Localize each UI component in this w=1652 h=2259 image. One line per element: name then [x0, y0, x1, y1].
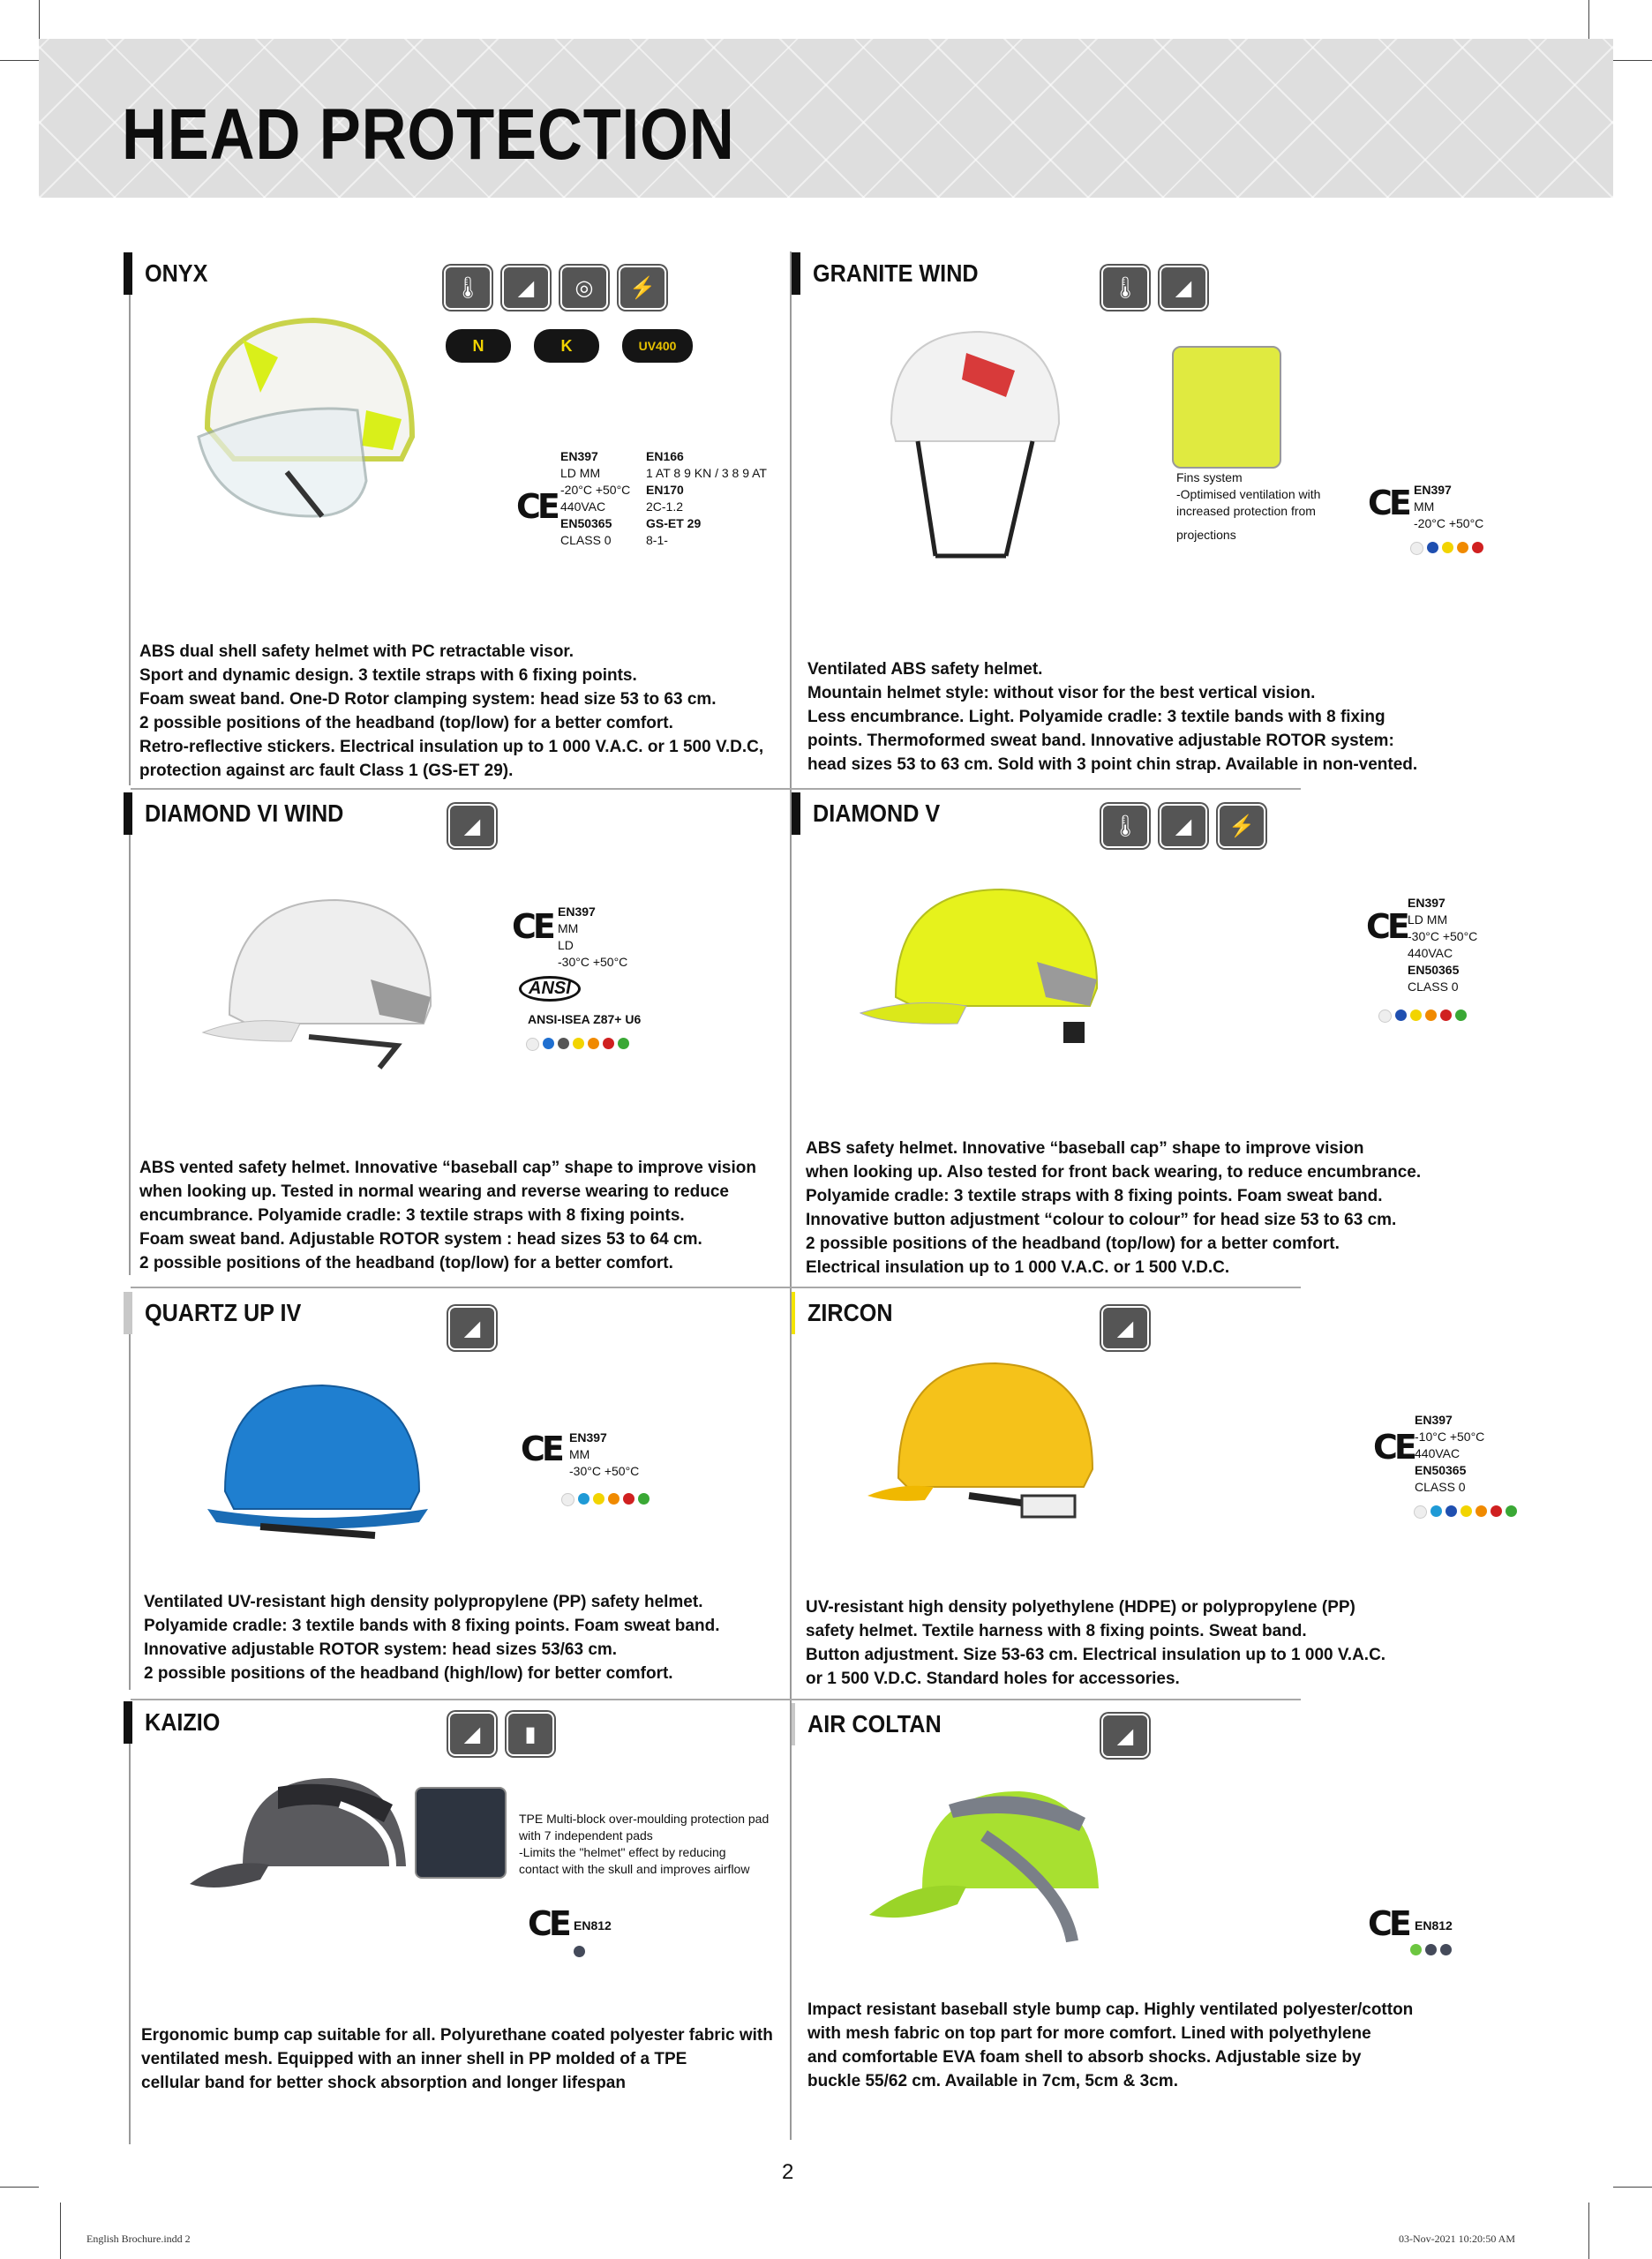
- crop-mark: [1613, 60, 1652, 61]
- color-swatch: [623, 1493, 635, 1505]
- row-divider: [131, 1699, 1301, 1700]
- cell-border: [129, 816, 131, 1275]
- diamond-vi-description: ABS vented safety helmet. Innovative “baseball cap” shape to improve vision when looking up. Tested in normal wearing and reverse wearing to reduce encumbrance. Polyamide cradle: 3 textile straps with 8 fixing points. Foam sweat band. Adjustable ROTOR system : head sizes 53 to 64 cm. 2 possible positions of the headband (top/low) for a better comfort.: [139, 1159, 756, 1272]
- onyx-standards-col1: EN397 LD MM -20°C +50°C 440VAC EN50365 CLASS 0: [560, 449, 631, 547]
- target-icon: ◎: [562, 267, 606, 308]
- product-name: ZIRCON: [807, 1299, 893, 1326]
- ce-mark: CE: [1368, 484, 1408, 522]
- product-title-granite-wind: [792, 252, 996, 295]
- impact-icon: ◢: [450, 1714, 494, 1754]
- color-swatch: [543, 1038, 554, 1049]
- granite-helmet-image: [882, 326, 1068, 574]
- zircon-description: UV-resistant high density polyethylene (HDPE) or polypropylene (PP) safety helmet. Textile harness with 8 fixing points. Sweat band. Button adjustment. Size 53-63 cm. Electrical insulation up to 1 000 V.A.C. or 1 500 V.D.C. Standard holes for accessories.: [806, 1598, 1386, 1688]
- color-swatch: [1506, 1505, 1517, 1517]
- product-title-zircon: [792, 1292, 902, 1334]
- product-name: DIAMOND V: [813, 799, 941, 827]
- ce-mark: CE: [1373, 1428, 1414, 1467]
- color-swatch: [618, 1038, 629, 1049]
- product-name: DIAMOND VI WIND: [145, 799, 344, 827]
- ce-mark: CE: [528, 1904, 568, 1943]
- color-swatch: [1476, 1505, 1487, 1517]
- product-title-diamond-v: [792, 792, 954, 835]
- crop-mark: [1588, 0, 1589, 39]
- onyx-icons: [446, 267, 665, 308]
- header-banner: [39, 39, 1613, 198]
- product-title-onyx: [124, 252, 214, 295]
- impact-icon: ◢: [1161, 267, 1205, 308]
- color-swatch: [608, 1493, 620, 1505]
- page-title: HEAD PROTECTION: [122, 94, 735, 175]
- ce-mark: CE: [512, 907, 552, 946]
- color-swatch: [1440, 1944, 1452, 1955]
- quartz-color-dots: [561, 1493, 650, 1506]
- product-title-air-coltan: [792, 1703, 957, 1745]
- quartz-icons: [450, 1308, 494, 1348]
- crop-mark: [60, 2203, 61, 2259]
- zircon-icons: [1103, 1308, 1147, 1348]
- thermo-icon: 🌡: [1103, 267, 1147, 308]
- product-name: AIR COLTAN: [807, 1710, 942, 1737]
- color-swatch: [1395, 1009, 1407, 1021]
- diamond-v-standards: EN397 LD MM -30°C +50°C 440VAC EN50365 CLASS 0: [1408, 896, 1478, 994]
- air-coltan-cap-image: [869, 1782, 1108, 1950]
- zircon-helmet-image: [863, 1355, 1119, 1531]
- cell-border: [129, 1703, 131, 2144]
- color-swatch: [578, 1493, 589, 1505]
- air-coltan-description: Impact resistant baseball style bump cap. Highly ventilated polyester/cotton with mesh fabric on top part for more comfort. Lined with polyethylene and comfortable EVA foam shell to absorb shocks. Adjustable size by buckle 55/62 cm. Available in 7cm, 5cm & 3cm.: [807, 2000, 1414, 2090]
- onyx-standards-col2: EN166 1 AT 8 9 KN / 3 8 9 AT EN170 2C-1.2 GS-ET 29 8-1-: [646, 449, 767, 547]
- thermo-icon: 🌡: [1103, 806, 1147, 846]
- granite-description: Ventilated ABS safety helmet. Mountain helmet style: without visor for the best vertical vision. Less encumbrance. Light. Polyamide cradle: 3 textile bands with 8 fixing points. Thermoformed sweat band. Innovative adjustable ROTOR system: head sizes 53 to 63 cm. Sold with 3 point chin strap. Available in non-vented.: [807, 660, 1418, 774]
- diamond-vi-icons: [450, 806, 494, 846]
- product-name: ONYX: [145, 259, 208, 287]
- color-swatch: [1472, 542, 1483, 553]
- kaizio-caption: TPE Multi-block over-moulding protection pad with 7 independent pads -Limits the "helmet" effect by reducing contact with the skull and improves airflow: [519, 1812, 770, 1876]
- kaizio-inner-pad-image: [415, 1787, 507, 1879]
- crop-mark: [0, 2187, 39, 2188]
- color-swatch: [558, 1038, 569, 1049]
- zircon-color-dots: [1414, 1505, 1517, 1519]
- diamond-vi-helmet-image: [194, 891, 450, 1085]
- product-name: KAIZIO: [145, 1708, 221, 1736]
- onyx-badges: [446, 329, 693, 363]
- color-swatch: [1491, 1505, 1502, 1517]
- badge-n: N: [446, 329, 511, 363]
- kaizio-standards: EN812: [574, 1918, 612, 1933]
- granite-color-dots: [1410, 542, 1483, 555]
- fins-detail-image: [1172, 346, 1281, 469]
- kaizio-cap-image: [190, 1769, 410, 1910]
- color-swatch: [574, 1946, 585, 1957]
- color-swatch: [1440, 1009, 1452, 1021]
- air-coltan-color-dots: [1410, 1944, 1452, 1955]
- thermo-icon: 🌡: [446, 267, 490, 308]
- color-swatch: [1427, 542, 1438, 553]
- row-divider: [131, 1287, 1301, 1288]
- cell-border: [129, 265, 131, 785]
- column-divider: [790, 251, 792, 2140]
- quartz-description: Ventilated UV-resistant high density polypropylene (PP) safety helmet. Polyamide cradle: 3 textile bands with 8 fixing points. Foam sweat band. Innovative adjustable ROTOR system: head sizes 53/63 cm. 2 possible positions of the headband (high/low) for better comfort.: [144, 1593, 720, 1683]
- row-divider: [131, 788, 1301, 790]
- color-swatch: [1442, 542, 1453, 553]
- color-swatch: [1457, 542, 1468, 553]
- impact-icon: ◢: [1161, 806, 1205, 846]
- crop-mark: [0, 60, 39, 61]
- zircon-standards: EN397 -10°C +50°C 440VAC EN50365 CLASS 0: [1415, 1413, 1485, 1494]
- product-name: QUARTZ UP IV: [145, 1299, 302, 1326]
- ansi-standard: ANSI-ISEA Z87+ U6: [528, 1012, 642, 1026]
- color-swatch: [593, 1493, 604, 1505]
- crop-mark: [1613, 2187, 1652, 2188]
- product-title-quartz-up-iv: [124, 1292, 319, 1334]
- crop-mark: [39, 0, 40, 39]
- page-number: 2: [782, 2160, 794, 2184]
- diamond-v-description: ABS safety helmet. Innovative “baseball cap” shape to improve vision when looking up. Also tested for front back wearing, to reduce encumbrance. Polyamide cradle: 3 textile straps with 8 fixing points. Foam sweat band. Innovative button adjustment “colour to colour” for head size 53 to 63 cm. 2 possible positions of the headband (top/low) for a better comfort. Electrical insulation up to 1 000 V.A.C. or 1 500 V.D.C.: [806, 1139, 1422, 1277]
- quartz-helmet-image: [199, 1377, 437, 1553]
- product-title-diamond-vi-wind: [124, 792, 365, 835]
- electric-icon: ⚡: [620, 267, 665, 308]
- granite-icons: [1103, 267, 1205, 308]
- ansi-logo: ANSI: [519, 976, 581, 1002]
- diamond-vi-standards: EN397 MM LD -30°C +50°C: [558, 904, 628, 969]
- footer-file: English Brochure.indd 2: [86, 2233, 191, 2245]
- color-swatch: [1461, 1505, 1472, 1517]
- ce-mark: CE: [521, 1430, 561, 1468]
- quartz-standards: EN397 MM -30°C +50°C: [569, 1430, 640, 1478]
- impact-icon: ◢: [1103, 1715, 1147, 1756]
- diamond-v-helmet-image: [852, 882, 1116, 1050]
- color-swatch: [1378, 1009, 1392, 1023]
- color-swatch: [1446, 1505, 1457, 1517]
- impact-icon: ◢: [450, 1308, 494, 1348]
- color-swatch: [1410, 1009, 1422, 1021]
- crop-mark: [1588, 2203, 1589, 2259]
- impact-icon: ◢: [1103, 1308, 1147, 1348]
- color-swatch: [1425, 1009, 1437, 1021]
- color-swatch: [1410, 542, 1423, 555]
- granite-caption: Fins system -Optimised ventilation with increased protection from projections: [1176, 470, 1321, 542]
- product-name: GRANITE WIND: [813, 259, 979, 287]
- ce-mark: CE: [1368, 1904, 1408, 1943]
- footer-timestamp: 03-Nov-2021 10:20:50 AM: [1399, 2233, 1515, 2245]
- ce-mark: CE: [1366, 907, 1407, 946]
- color-swatch: [1455, 1009, 1467, 1021]
- product-title-kaizio: [124, 1701, 229, 1744]
- air-coltan-standards: EN812: [1415, 1918, 1453, 1933]
- cell-border: [129, 1293, 131, 1690]
- ce-mark: CE: [516, 487, 557, 526]
- vest-icon: ▮: [508, 1714, 552, 1754]
- electric-icon: ⚡: [1220, 806, 1264, 846]
- impact-icon: ◢: [504, 267, 548, 308]
- impact-icon: ◢: [450, 806, 494, 846]
- color-swatch: [1425, 1944, 1437, 1955]
- diamond-vi-color-dots: [526, 1038, 629, 1051]
- color-swatch: [638, 1493, 650, 1505]
- kaizio-description: Ergonomic bump cap suitable for all. Polyurethane coated polyester fabric with ventilated mesh. Equipped with an inner shell in PP molded of a TPE cellular band for better shock absorption and longer lifespan: [141, 2026, 773, 2092]
- onyx-description: ABS dual shell safety helmet with PC retractable visor. Sport and dynamic design. 3 textile straps with 6 fixing points. Foam sweat band. One-D Rotor clamping system: head size 53 to 63 cm. 2 possible positions of the headband (top/low) for a better comfort. Retro-reflective stickers. Electrical insulation up to 1 000 V.A.C. or 1 500 V.D.C, protection against arc fault Class 1 (GS-ET 29).: [139, 642, 764, 780]
- color-swatch: [1430, 1505, 1442, 1517]
- badge-k: K: [534, 329, 599, 363]
- onyx-helmet-image: [181, 304, 428, 525]
- kaizio-color-dots: [574, 1946, 585, 1957]
- color-swatch: [603, 1038, 614, 1049]
- diamond-v-icons: [1103, 806, 1264, 846]
- air-coltan-icons: [1103, 1715, 1147, 1756]
- granite-standards: EN397 MM -20°C +50°C: [1414, 483, 1484, 530]
- diamond-v-color-dots: [1378, 1009, 1467, 1023]
- color-swatch: [526, 1038, 539, 1051]
- color-swatch: [588, 1038, 599, 1049]
- color-swatch: [561, 1493, 574, 1506]
- kaizio-icons: [450, 1714, 552, 1754]
- color-swatch: [1414, 1505, 1427, 1519]
- color-swatch: [1410, 1944, 1422, 1955]
- badge-uv400: UV400: [622, 329, 693, 363]
- color-swatch: [573, 1038, 584, 1049]
